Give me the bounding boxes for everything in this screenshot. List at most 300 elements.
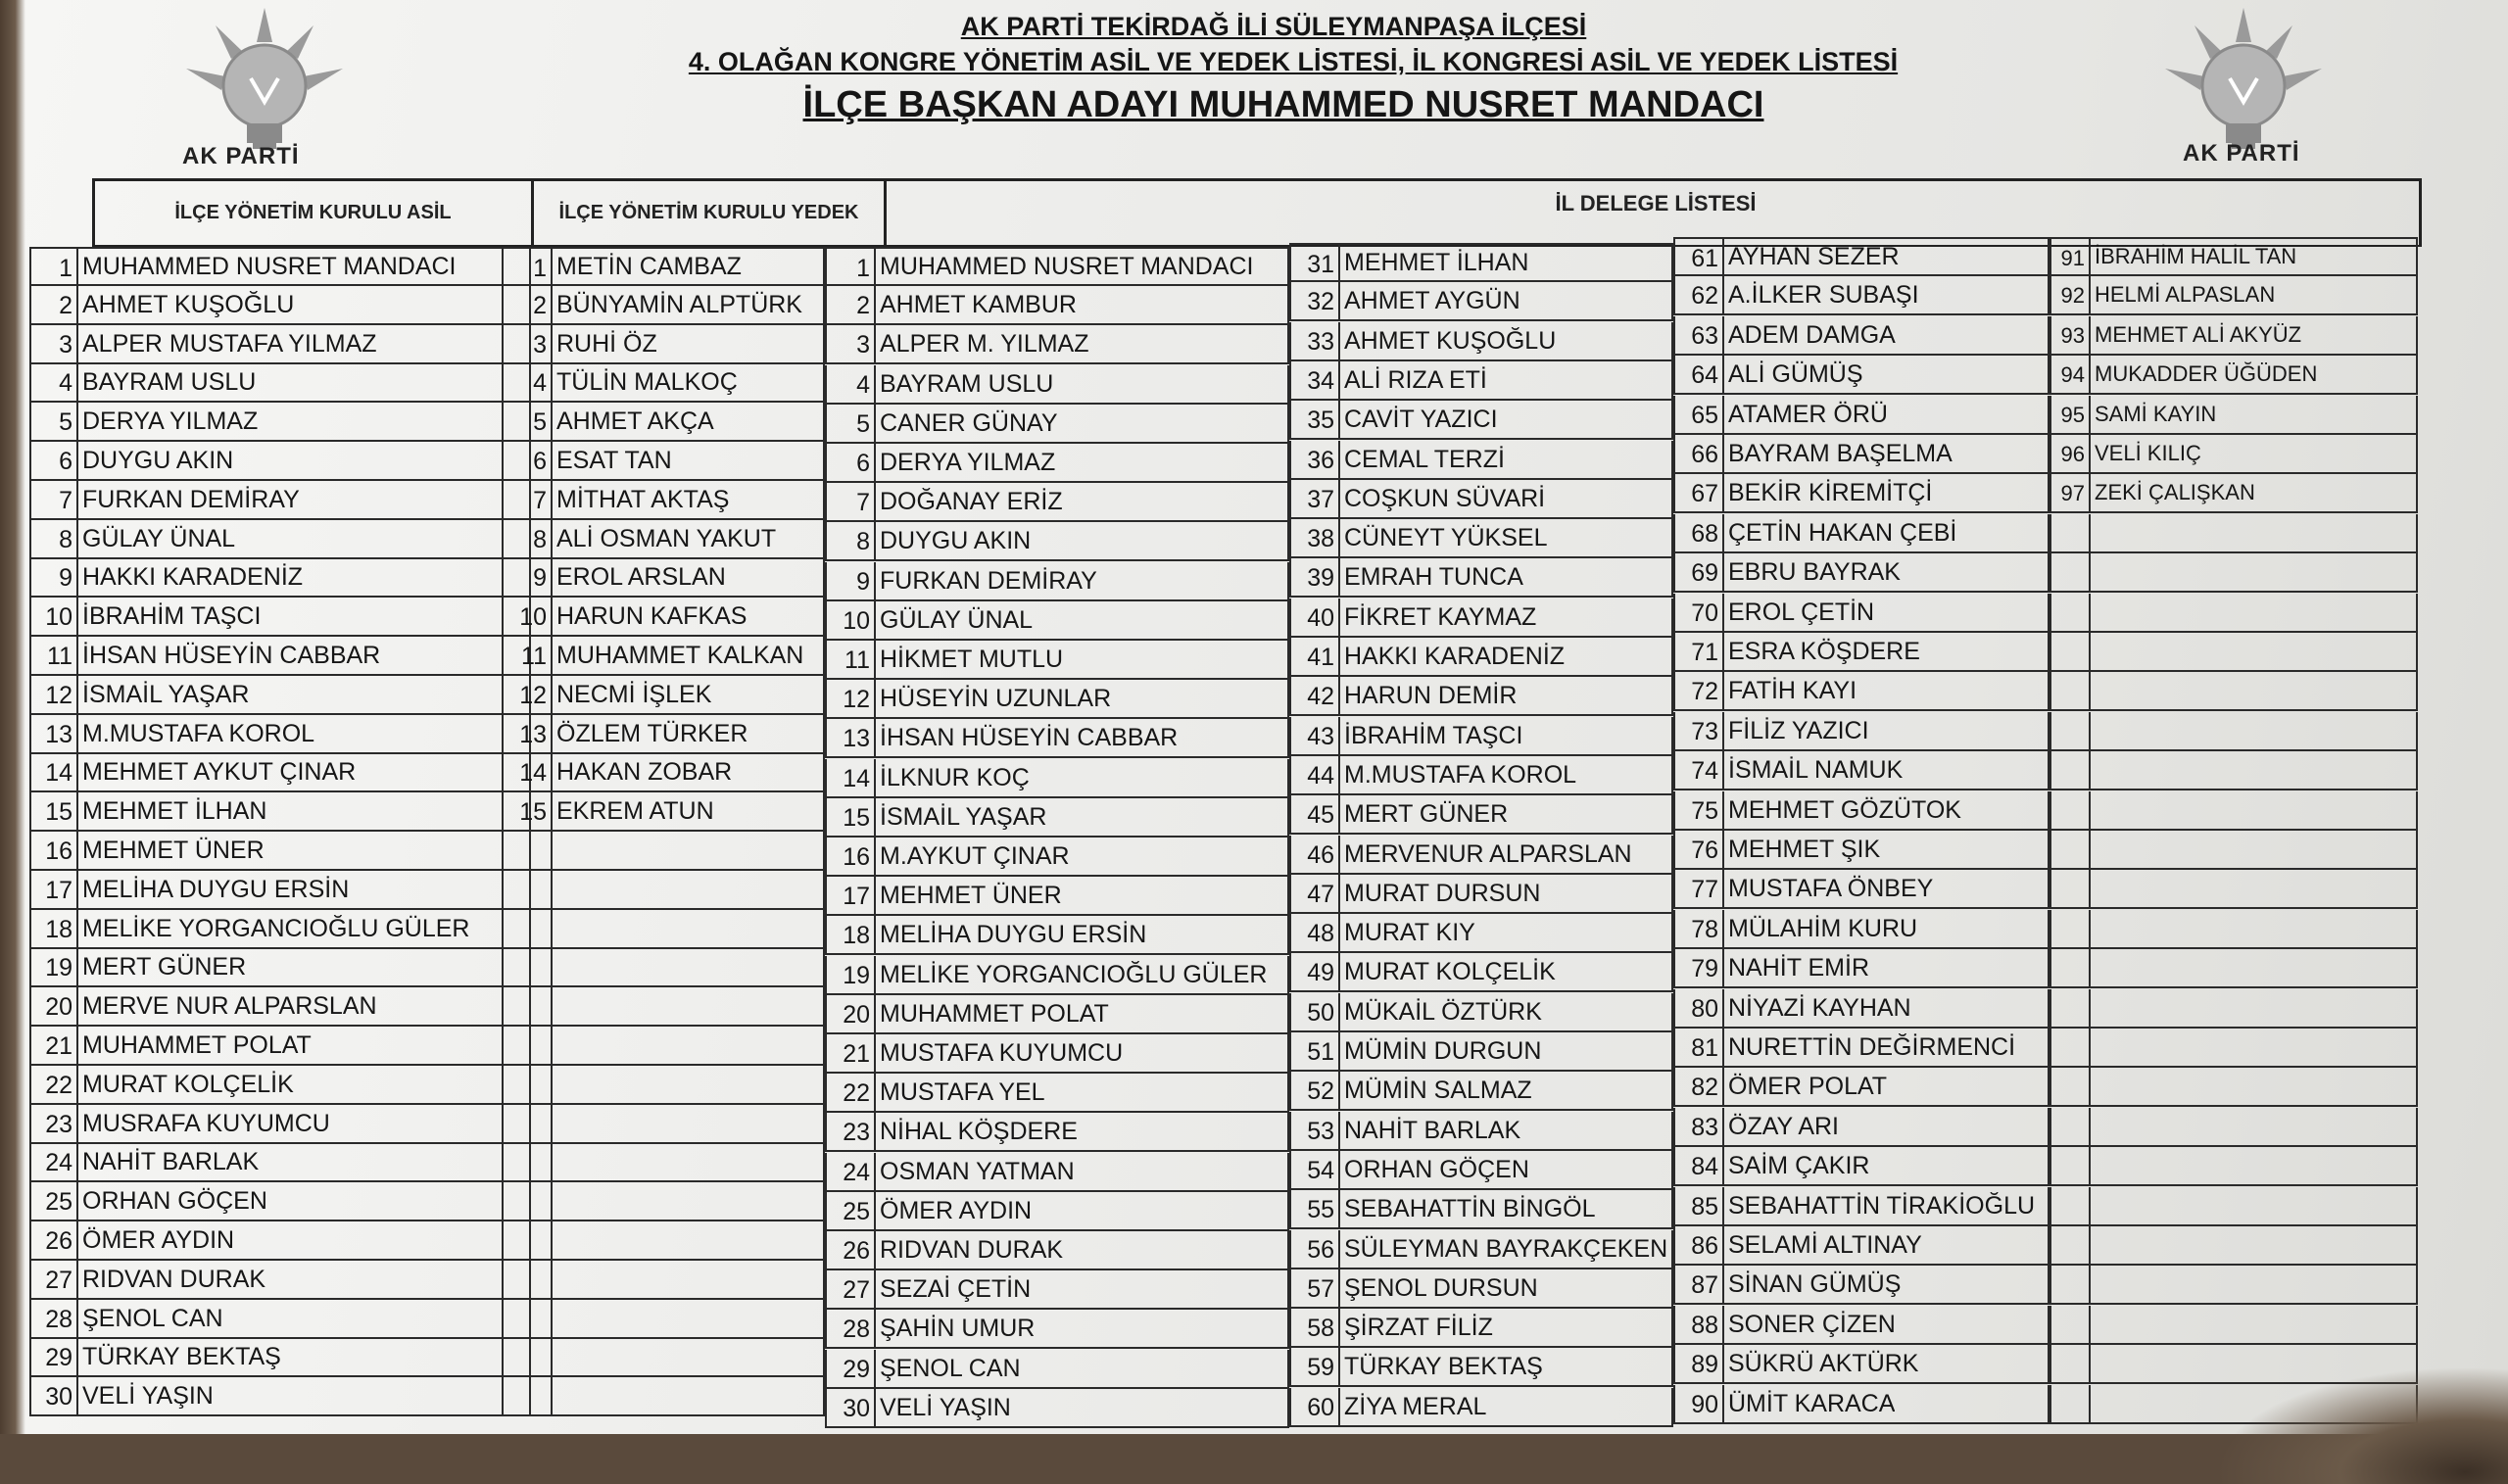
list-item — [1673, 356, 2050, 395]
list-number: 29 — [827, 1350, 876, 1387]
list-name: MURAT KOLÇELİK — [82, 1070, 294, 1098]
list-item — [825, 247, 1289, 286]
list-item — [2050, 831, 2418, 870]
list-number: 23 — [31, 1105, 78, 1142]
list-item — [2050, 316, 2418, 356]
list-item — [1673, 870, 2050, 909]
list-name: ÇETİN HAKAN ÇEBİ — [1728, 518, 1957, 547]
list-name: AHMET KUŞOĞLU — [82, 290, 295, 318]
list-number: 6 — [827, 444, 876, 481]
list-item — [1289, 519, 1673, 558]
list-item — [1673, 1226, 2050, 1266]
list-item — [2050, 514, 2418, 553]
list-name: ŞENOL CAN — [880, 1354, 1021, 1382]
list-item — [1289, 756, 1673, 795]
list-number: 63 — [1675, 316, 1724, 354]
list-item — [1673, 594, 2050, 633]
list-name: MEHMET ŞIK — [1728, 836, 1881, 863]
list-number: 37 — [1291, 480, 1340, 517]
list-name: DERYA YILMAZ — [880, 449, 1056, 476]
list-name: EROL ÇETİN — [1728, 598, 1875, 626]
list-number — [2051, 1345, 2091, 1382]
list-item — [825, 995, 1289, 1034]
list-item — [825, 1231, 1289, 1270]
list-number: 1 — [827, 249, 876, 284]
list-item — [502, 598, 825, 637]
list-number: 43 — [1291, 717, 1340, 754]
list-number: 33 — [1291, 322, 1340, 359]
list-item — [1673, 1306, 2050, 1345]
list-item — [1289, 677, 1673, 716]
list-item — [1289, 953, 1673, 992]
list-number: 21 — [31, 1027, 78, 1064]
list-item — [825, 1310, 1289, 1349]
list-item — [502, 792, 825, 832]
list-name: MERVENUR ALPARSLAN — [1344, 839, 1632, 868]
list-number: 10 — [31, 598, 78, 635]
list-number — [504, 987, 553, 1025]
list-number — [504, 1105, 553, 1142]
list-name: COŞKUN SÜVARİ — [1344, 484, 1546, 512]
list-name: MUSRAFA KUYUMCU — [82, 1109, 330, 1137]
list-number: 86 — [1675, 1226, 1724, 1264]
list-number: 14 — [31, 753, 78, 790]
list-number — [504, 1027, 553, 1064]
list-item — [29, 558, 531, 598]
list-item — [825, 798, 1289, 838]
list-number: 89 — [1675, 1345, 1724, 1382]
list-number: 39 — [1291, 558, 1340, 596]
list-item — [29, 403, 531, 442]
list-item — [2050, 791, 2418, 831]
list-number: 71 — [1675, 633, 1724, 670]
list-number — [504, 910, 553, 947]
list-name: İSMAİL YAŞAR — [82, 680, 250, 708]
list-name: MEHMET ALİ AKYÜZ — [2095, 321, 2302, 347]
list-number: 8 — [504, 520, 553, 557]
list-number: 19 — [827, 956, 876, 993]
list-number: 38 — [1291, 519, 1340, 556]
list-number — [504, 1300, 553, 1337]
list-item — [2050, 396, 2418, 435]
list-item — [825, 1153, 1289, 1192]
list-number: 3 — [31, 325, 78, 362]
list-name: MİTHAT AKTAŞ — [556, 485, 730, 513]
list-item — [502, 558, 825, 598]
list-name: ORHAN GÖÇEN — [82, 1187, 267, 1216]
list-name: MUSTAFA YEL — [880, 1078, 1045, 1107]
list-name: ADEM DAMGA — [1728, 320, 1896, 349]
list-name: MUHAMMET KALKAN — [556, 642, 804, 669]
list-item — [29, 1261, 531, 1300]
list-item — [2050, 1068, 2418, 1107]
list-name: ALİ GÜMÜŞ — [1728, 360, 1863, 389]
list-item — [825, 877, 1289, 916]
list-number: 59 — [1291, 1348, 1340, 1385]
list-name: SÜKRÜ AKTÜRK — [1728, 1350, 1919, 1378]
list-item — [825, 916, 1289, 955]
list-name: FİKRET KAYMAZ — [1344, 602, 1537, 631]
list-number — [504, 1338, 553, 1375]
list-number: 27 — [31, 1261, 78, 1298]
list-number: 7 — [504, 481, 553, 518]
list-number: 4 — [31, 363, 78, 401]
list-number: 62 — [1675, 276, 1724, 313]
list-name: İHSAN HÜSEYİN CABBAR — [880, 724, 1179, 752]
list-number: 12 — [827, 680, 876, 717]
list-name: BAYRAM USLU — [880, 369, 1054, 398]
list-item — [2050, 237, 2418, 276]
list-name: MUKADDER ÜĞÜDEN — [2095, 361, 2318, 387]
list-number: 57 — [1291, 1269, 1340, 1307]
list-number: 49 — [1291, 953, 1340, 990]
list-item — [29, 1027, 531, 1066]
list-item — [29, 1221, 531, 1261]
list-item — [502, 637, 825, 676]
list-name: HAKKI KARADENİZ — [1344, 643, 1566, 670]
list-name: MERT GÜNER — [1344, 800, 1509, 829]
list-name: ÖMER AYDIN — [880, 1196, 1033, 1224]
list-number: 10 — [827, 601, 876, 639]
list-item — [29, 910, 531, 949]
list-item — [2050, 435, 2418, 474]
list-item — [29, 753, 531, 792]
list-name: M.MUSTAFA KOROL — [82, 719, 315, 747]
list-number — [2051, 514, 2091, 551]
list-item — [1673, 276, 2050, 315]
list-item — [1673, 1068, 2050, 1107]
list-item — [502, 520, 825, 559]
list-item — [2050, 751, 2418, 790]
list-item — [1289, 480, 1673, 519]
list-number: 5 — [827, 405, 876, 442]
list-number: 91 — [2051, 239, 2091, 274]
list-name: ALPER M. YILMAZ — [880, 330, 1089, 359]
list-number: 24 — [31, 1143, 78, 1180]
list-item — [2050, 989, 2418, 1029]
list-name: ALPER MUSTAFA YILMAZ — [82, 329, 377, 358]
list-number: 35 — [1291, 401, 1340, 438]
list-number: 17 — [827, 877, 876, 914]
list-name: ESRA KÖŞDERE — [1728, 638, 1920, 665]
list-number — [2051, 1147, 2091, 1184]
list-item — [2050, 276, 2418, 315]
list-item — [1673, 1266, 2050, 1305]
list-number: 15 — [31, 792, 78, 830]
list-item — [1673, 633, 2050, 672]
list-item — [1289, 1309, 1673, 1348]
list-item — [1289, 1190, 1673, 1229]
list-name: NAHİT BARLAK — [1344, 1116, 1521, 1144]
list-item — [825, 759, 1289, 798]
list-item — [1289, 836, 1673, 875]
list-number: 27 — [827, 1270, 876, 1308]
list-number: 53 — [1291, 1112, 1340, 1149]
list-number: 96 — [2051, 435, 2091, 472]
list-item — [2050, 672, 2418, 711]
list-item — [1673, 672, 2050, 711]
list-name: MÜMİN DURGUN — [1344, 1037, 1542, 1065]
list-item — [29, 286, 531, 325]
list-item — [1289, 1269, 1673, 1309]
list-item — [1673, 1147, 2050, 1186]
list-number: 60 — [1291, 1388, 1340, 1425]
list-item — [29, 1377, 531, 1416]
list-item — [1673, 1029, 2050, 1068]
list-name: EROL ARSLAN — [556, 563, 726, 592]
list-number: 15 — [827, 798, 876, 836]
list-item — [29, 481, 531, 520]
list-number: 28 — [31, 1300, 78, 1337]
list-item — [502, 1027, 825, 1066]
list-item — [825, 680, 1289, 719]
list-name: MUHAMMET POLAT — [82, 1031, 312, 1059]
list-name: MELİHA DUYGU ERSİN — [82, 875, 350, 903]
list-item — [1673, 1345, 2050, 1384]
list-name: SELAMİ ALTINAY — [1728, 1231, 1922, 1259]
list-item — [825, 601, 1289, 641]
list-item — [825, 1389, 1289, 1428]
list-name: ÖZLEM TÜRKER — [556, 719, 748, 747]
list-item — [502, 948, 825, 987]
list-number — [2051, 870, 2091, 907]
list-name: M.AYKUT ÇINAR — [880, 842, 1070, 870]
list-number: 50 — [1291, 993, 1340, 1030]
list-item — [2050, 870, 2418, 909]
list-name: NECMİ İŞLEK — [556, 680, 712, 708]
list-name: MUSTAFA KUYUMCU — [880, 1039, 1124, 1067]
list-number: 20 — [827, 995, 876, 1032]
list-number: 18 — [31, 910, 78, 947]
list-item — [502, 753, 825, 792]
yedek-column-title: İLÇE YÖNETİM KURULU YEDEK — [534, 181, 887, 245]
list-item — [825, 641, 1289, 680]
list-number: 24 — [827, 1153, 876, 1190]
list-name: RUHİ ÖZ — [556, 329, 657, 358]
list-number: 74 — [1675, 751, 1724, 789]
list-number: 3 — [504, 325, 553, 362]
asil-column-title: İLÇE YÖNETİM KURULU ASİL — [95, 181, 534, 245]
list-item — [825, 956, 1289, 995]
list-number: 61 — [1675, 239, 1724, 274]
list-number: 92 — [2051, 276, 2091, 313]
list-number: 45 — [1291, 795, 1340, 833]
list-item — [29, 1338, 531, 1377]
list-number — [2051, 633, 2091, 670]
list-number: 82 — [1675, 1068, 1724, 1105]
list-item — [29, 442, 531, 481]
list-number: 42 — [1291, 677, 1340, 714]
list-name: CÜNEYT YÜKSEL — [1344, 524, 1548, 552]
list-number: 83 — [1675, 1108, 1724, 1145]
list-name: SONER ÇİZEN — [1728, 1310, 1896, 1338]
list-name: AHMET KUŞOĞLU — [1344, 326, 1557, 355]
list-item — [502, 1182, 825, 1221]
list-name: SİNAN GÜMÜŞ — [1728, 1270, 1902, 1299]
list-name: ŞENOL CAN — [82, 1304, 223, 1332]
list-item — [825, 483, 1289, 522]
list-number: 90 — [1675, 1385, 1724, 1422]
list-item — [825, 1113, 1289, 1152]
list-number: 28 — [827, 1310, 876, 1347]
list-name: CAVİT YAZICI — [1344, 406, 1498, 434]
list-item — [825, 1074, 1289, 1113]
list-item — [2050, 1147, 2418, 1186]
list-number: 13 — [827, 719, 876, 756]
list-item — [825, 405, 1289, 444]
list-item — [1673, 831, 2050, 870]
list-number: 19 — [31, 948, 78, 985]
list-number: 69 — [1675, 553, 1724, 591]
list-item — [2050, 553, 2418, 593]
list-name: HELMİ ALPASLAN — [2095, 282, 2276, 308]
list-item — [1289, 1112, 1673, 1151]
list-name: M.MUSTAFA KOROL — [1344, 760, 1577, 789]
list-name: MELİKE YORGANCIOĞLU GÜLER — [82, 914, 470, 942]
list-name: FURKAN DEMİRAY — [880, 566, 1097, 595]
list-number: 73 — [1675, 712, 1724, 749]
list-number — [2051, 910, 2091, 947]
list-item — [1289, 558, 1673, 598]
list-number: 78 — [1675, 910, 1724, 947]
list-name: CANER GÜNAY — [880, 408, 1058, 437]
list-item — [1673, 910, 2050, 949]
list-item — [502, 247, 825, 286]
list-number — [2051, 831, 2091, 868]
list-name: METİN CAMBAZ — [556, 253, 742, 280]
list-name: MUSTAFA ÖNBEY — [1728, 875, 1934, 903]
list-name: İHSAN HÜSEYİN CABBAR — [82, 642, 381, 669]
list-item — [1289, 638, 1673, 677]
list-item — [502, 1066, 825, 1105]
list-number — [2051, 712, 2091, 749]
list-number: 1 — [31, 249, 78, 284]
list-item — [1673, 1108, 2050, 1147]
list-name: MEHMET AYKUT ÇINAR — [82, 758, 357, 787]
list-item — [1289, 1151, 1673, 1190]
list-number: 7 — [31, 481, 78, 518]
list-number — [2051, 1266, 2091, 1303]
list-number: 32 — [1291, 282, 1340, 319]
list-name: HİKMET MUTLU — [880, 646, 1064, 673]
paper-corner-curl — [2214, 1366, 2508, 1484]
list-number — [504, 832, 553, 869]
list-number: 17 — [31, 871, 78, 908]
list-name: EKREM ATUN — [556, 797, 714, 826]
list-item — [1289, 243, 1673, 282]
list-item — [29, 520, 531, 559]
list-number — [504, 1261, 553, 1298]
list-name: BEKİR KİREMİTÇİ — [1728, 479, 1933, 507]
list-item — [502, 325, 825, 364]
list-number: 8 — [827, 522, 876, 559]
list-name: MEHMET İLHAN — [1344, 249, 1529, 276]
list-item — [29, 1066, 531, 1105]
list-number: 11 — [504, 637, 553, 674]
list-name: MURAT DURSUN — [1344, 879, 1541, 907]
paper-edge-shadow — [0, 0, 25, 1434]
list-item — [1289, 1072, 1673, 1111]
list-number: 8 — [31, 520, 78, 557]
list-name: EMRAH TUNCA — [1344, 563, 1523, 592]
list-name: İSMAİL YAŞAR — [880, 802, 1047, 831]
list-number — [504, 1221, 553, 1259]
list-number — [504, 1066, 553, 1103]
header-candidate: İLÇE BAŞKAN ADAYI MUHAMMED NUSRET MANDACI — [802, 84, 1764, 125]
list-number: 31 — [1291, 245, 1340, 280]
list-name: AHMET AKÇA — [556, 407, 714, 436]
list-number: 11 — [827, 641, 876, 678]
list-number: 77 — [1675, 870, 1724, 907]
list-number: 6 — [31, 442, 78, 479]
list-name: ÖMER POLAT — [1728, 1073, 1888, 1101]
list-number: 94 — [2051, 356, 2091, 393]
list-name: SAİM ÇAKIR — [1728, 1152, 1870, 1180]
list-name: TÜRKAY BEKTAŞ — [1344, 1353, 1543, 1381]
list-number — [2051, 1068, 2091, 1105]
list-item — [2050, 356, 2418, 395]
list-item — [502, 1221, 825, 1261]
list-name: ŞİRZAT FİLİZ — [1344, 1314, 1493, 1342]
list-item — [2050, 1108, 2418, 1147]
list-item — [2050, 1266, 2418, 1305]
list-item — [825, 1350, 1289, 1389]
list-item — [2050, 594, 2418, 633]
list-item — [29, 948, 531, 987]
list-name: MERVE NUR ALPARSLAN — [82, 992, 377, 1021]
list-item — [1289, 282, 1673, 321]
list-number: 10 — [504, 598, 553, 635]
list-item — [1673, 237, 2050, 276]
list-item — [1289, 361, 1673, 401]
list-name: VELİ YAŞIN — [82, 1382, 214, 1411]
list-number: 12 — [31, 676, 78, 713]
list-name: TÜRKAY BEKTAŞ — [82, 1343, 281, 1371]
delege-column-title: İL DELEGE LİSTESİ — [1555, 191, 1757, 215]
list-item — [2050, 474, 2418, 513]
list-item — [1289, 875, 1673, 914]
list-number: 36 — [1291, 441, 1340, 478]
list-name: MUHAMMET POLAT — [880, 999, 1109, 1028]
list-item — [502, 1105, 825, 1144]
list-name: MURAT KOLÇELİK — [1344, 958, 1556, 986]
logo-text-right: AK PARTİ — [2183, 140, 2300, 167]
list-name: BAYRAM BAŞELMA — [1728, 440, 1953, 467]
list-number: 67 — [1675, 474, 1724, 511]
list-number: 51 — [1291, 1032, 1340, 1070]
list-name: A.İLKER SUBAŞI — [1728, 281, 1919, 310]
list-number: 72 — [1675, 672, 1724, 709]
list-name: NİYAZİ KAYHAN — [1728, 993, 1911, 1022]
list-item — [825, 325, 1289, 364]
list-item — [502, 715, 825, 754]
list-number — [504, 1143, 553, 1180]
list-number: 58 — [1291, 1309, 1340, 1346]
header-line-2: 4. OLAĞAN KONGRE YÖNETİM ASİL VE YEDEK LİSTESİ, İL KONGRESİ ASİL VE YEDEK LİSTESİ — [688, 47, 1899, 76]
list-number — [2051, 1187, 2091, 1224]
list-number: 13 — [31, 715, 78, 752]
list-name: RIDVAN DURAK — [880, 1236, 1064, 1264]
list-name: ŞENOL DURSUN — [1344, 1273, 1538, 1302]
list-name: İBRAHİM TAŞCI — [82, 602, 262, 631]
list-item — [1289, 441, 1673, 480]
list-number: 5 — [504, 403, 553, 440]
list-number: 4 — [827, 365, 876, 403]
list-item — [502, 1143, 825, 1182]
list-item — [825, 719, 1289, 758]
list-name: SEBAHATTİN TİRAKİOĞLU — [1728, 1191, 2036, 1220]
list-number — [2051, 553, 2091, 591]
